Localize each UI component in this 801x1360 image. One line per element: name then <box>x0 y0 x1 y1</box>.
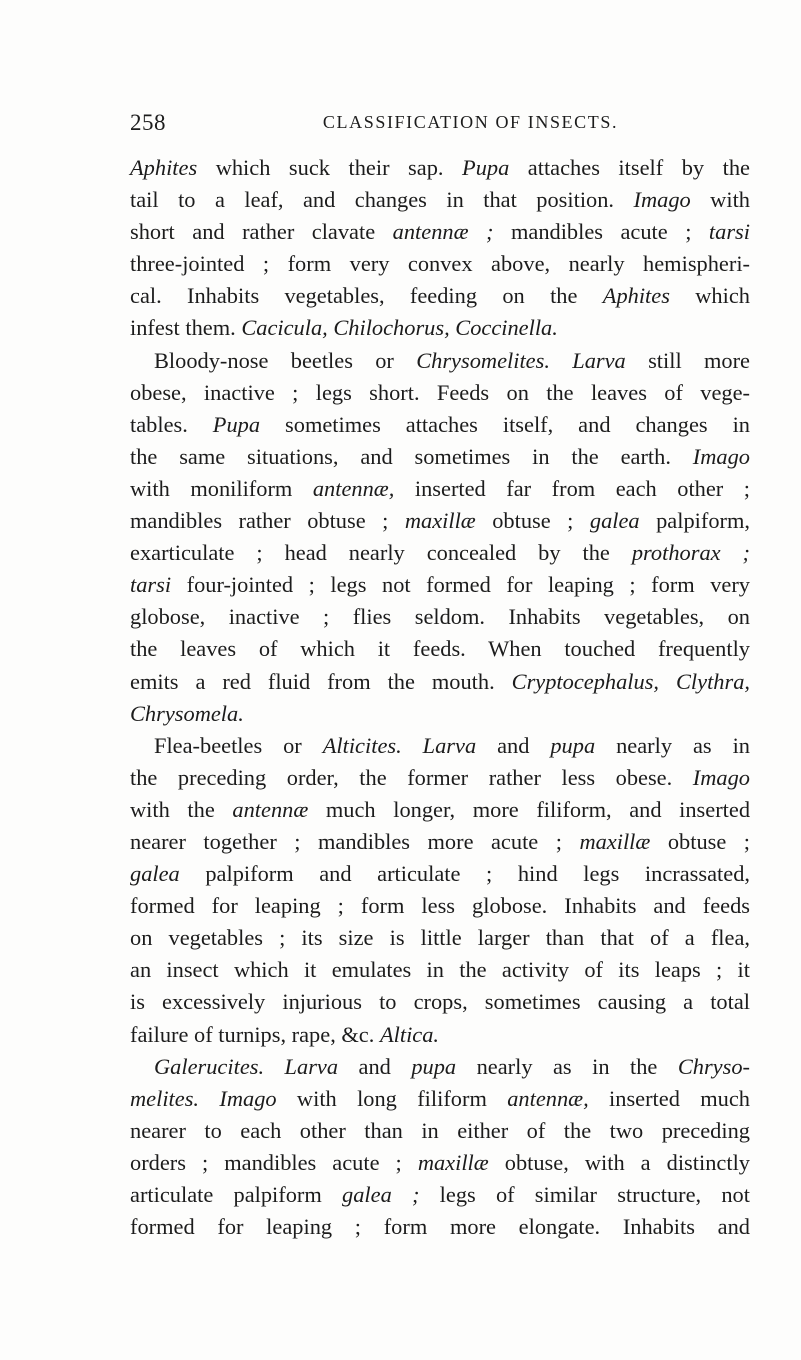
text-run: obtuse ; <box>650 828 751 854</box>
text-line <box>130 184 750 216</box>
text-line <box>130 1147 750 1179</box>
paragraph <box>130 152 750 345</box>
text-run: orders ; mandibles acute ; <box>130 1149 418 1175</box>
italic-term: Chrysomela. <box>130 700 244 726</box>
text-run: formed for leaping ; form less globose. Inhabits and feeds <box>130 893 750 919</box>
italic-term: pupa <box>550 732 596 758</box>
text-run: with <box>690 187 750 213</box>
text-line <box>130 216 750 248</box>
text-line <box>130 633 750 665</box>
page-header <box>130 110 751 140</box>
italic-term: galea <box>589 508 640 534</box>
text-run: is excessively injurious to crops, sometimes causing a total <box>130 989 750 1015</box>
text-line <box>130 1211 750 1243</box>
text-run: mandibles acute ; <box>493 219 709 245</box>
italic-term: maxillæ <box>579 828 651 854</box>
text-line <box>130 1051 750 1083</box>
italic-term: pupa <box>411 1053 457 1079</box>
text-run: with the <box>130 796 233 822</box>
text-run: on vegetables ; its size is little larger than that of a flea, <box>130 925 750 951</box>
text-run: the preceding order, the former rather less obese. <box>130 764 693 790</box>
text-run: palpiform, <box>639 508 750 534</box>
italic-term: Larva <box>284 1053 339 1079</box>
italic-term: Altica. <box>379 1021 440 1047</box>
italic-term: Cacicula, Chilochorus, Coccinella. <box>241 315 558 341</box>
text-run: the leaves of which it feeds. When touched frequently <box>130 636 750 662</box>
text-run: still more <box>625 347 750 373</box>
italic-term: maxillæ <box>404 508 476 534</box>
italic-term: Imago <box>692 764 750 790</box>
text-run <box>402 733 423 758</box>
italic-term: Cryptocephalus, Clythra, <box>511 668 750 694</box>
italic-term: tarsi <box>130 572 172 598</box>
text-run: which suck their sap. <box>197 155 463 180</box>
text-line <box>130 698 750 730</box>
italic-term: Chrysomelites. <box>416 347 550 373</box>
text-run: formed for leaping ; form more elongate. Inhabits and <box>130 1214 750 1240</box>
text-run: sometimes attaches itself, and changes in <box>260 411 750 437</box>
running-head: CLASSIFICATION OF INSECTS. <box>322 112 619 132</box>
text-run: infest them. <box>130 315 242 341</box>
italic-term: Pupa <box>212 411 261 437</box>
text-run: articulate palpiform <box>130 1182 343 1207</box>
text-run: obtuse ; <box>475 508 590 534</box>
italic-term: antennæ, <box>312 475 395 501</box>
text-line <box>130 312 750 344</box>
text-run: and <box>476 732 551 758</box>
text-line <box>130 1019 750 1051</box>
text-line <box>130 409 750 441</box>
text-run: palpiform and articulate ; hind legs incrassated, <box>179 861 750 887</box>
text-line <box>130 826 750 858</box>
text-line <box>130 152 750 184</box>
text-line <box>130 986 750 1018</box>
text-line <box>130 922 750 954</box>
text-line <box>130 377 750 409</box>
text-line <box>130 280 750 312</box>
text-line <box>130 794 750 826</box>
text-line <box>130 890 750 922</box>
text-run: nearly as in the <box>456 1053 678 1079</box>
italic-term: Galerucites. <box>154 1053 265 1079</box>
italic-term: tarsi <box>708 219 750 245</box>
text-run: emits a red fluid from the mouth. <box>130 668 512 694</box>
text-run: obese, inactive ; legs short. Feeds on the leaves of vege- <box>130 379 750 405</box>
italic-term: prothorax ; <box>631 540 750 566</box>
paragraph <box>130 345 750 730</box>
text-line <box>130 505 750 537</box>
text-run: three-jointed ; form very convex above, nearly hemispheri- <box>130 251 750 277</box>
text-line <box>130 537 750 569</box>
text-run: short and rather clavate <box>130 219 393 245</box>
text-run: failure of turnips, rape, &c. <box>130 1021 380 1047</box>
text-run <box>264 1054 284 1079</box>
italic-term: Pupa <box>462 155 510 180</box>
italic-term: Imago <box>692 443 750 469</box>
page-number: 258 <box>130 110 166 135</box>
text-run: and <box>338 1053 412 1079</box>
italic-term: antennæ, <box>507 1085 589 1111</box>
paragraph <box>130 1051 750 1244</box>
body-text <box>130 152 750 1243</box>
text-run: much longer, more filiform, and inserted <box>308 796 751 822</box>
italic-term: Alticites. <box>322 732 402 758</box>
text-run: mandibles rather obtuse ; <box>130 508 405 534</box>
text-line <box>130 345 750 377</box>
text-run: legs of similar structure, not <box>419 1182 750 1207</box>
text-run: nearer together ; mandibles more acute ; <box>130 828 580 854</box>
text-run: the same situations, and sometimes in the earth. <box>130 443 693 469</box>
text-run: obtuse, with a distinctly <box>488 1149 750 1175</box>
italic-term: Imago <box>633 187 691 213</box>
italic-term: Larva <box>422 732 477 758</box>
text-run: tables. <box>130 411 213 437</box>
text-run: with moniliform <box>130 475 313 501</box>
text-line <box>130 248 750 280</box>
text-line <box>130 1179 750 1211</box>
text-run <box>550 348 572 373</box>
text-line <box>130 762 750 794</box>
text-line <box>130 730 750 762</box>
text-line <box>130 954 750 986</box>
text-run: inserted much <box>588 1085 750 1111</box>
italic-term: antennæ ; <box>392 219 494 245</box>
italic-term: maxillæ <box>417 1149 489 1175</box>
text-line <box>130 666 750 698</box>
italic-term: melites. <box>130 1085 200 1111</box>
text-run: nearly as in <box>595 732 750 758</box>
italic-term: Aphites <box>130 155 198 180</box>
text-run: Flea-beetles or <box>154 732 323 758</box>
text-run: inserted far from each other ; <box>394 475 750 501</box>
text-run: an insect which it emulates in the activity of its leaps ; it <box>130 957 750 983</box>
text-run: nearer to each other than in either of the two preceding <box>130 1117 750 1143</box>
text-line <box>130 1115 750 1147</box>
text-line <box>130 473 750 505</box>
italic-term: Aphites <box>602 283 670 309</box>
text-run: with long filiform <box>276 1085 508 1111</box>
text-run: exarticulate ; head nearly concealed by the <box>130 540 632 566</box>
text-line <box>130 441 750 473</box>
italic-term: Imago <box>219 1085 277 1111</box>
italic-term: antennæ <box>232 796 309 822</box>
italic-term: galea ; <box>342 1182 420 1207</box>
text-run <box>199 1086 219 1111</box>
text-run: four-jointed ; legs not formed for leaping ; form very <box>171 572 750 598</box>
text-line <box>130 601 750 633</box>
text-run: globose, inactive ; flies seldom. Inhabits vegetables, on <box>130 604 750 630</box>
paragraph <box>130 730 750 1051</box>
text-run: cal. Inhabits vegetables, feeding on the <box>130 283 603 309</box>
text-line <box>130 569 750 601</box>
italic-term: Chryso- <box>677 1053 750 1079</box>
italic-term: galea <box>130 861 180 887</box>
text-run: which <box>669 283 750 309</box>
italic-term: Larva <box>572 347 626 373</box>
text-run: attaches itself by the <box>509 155 750 180</box>
text-line <box>130 858 750 890</box>
text-run: tail to a leaf, and changes in that position. <box>130 187 634 213</box>
text-run: Bloody-nose beetles or <box>154 347 417 373</box>
text-line <box>130 1083 750 1115</box>
